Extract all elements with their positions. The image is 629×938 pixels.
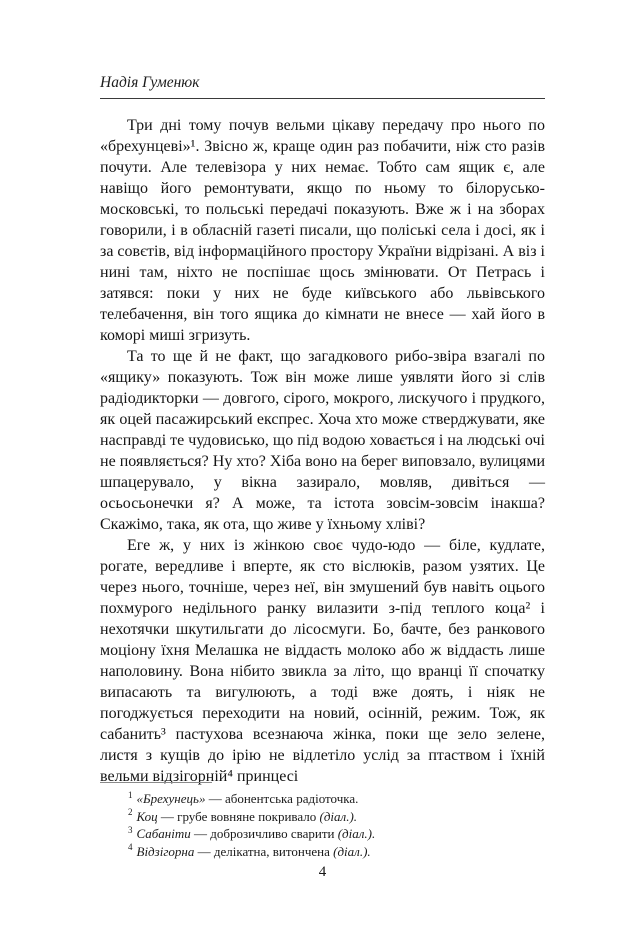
header-rule	[100, 98, 545, 99]
paragraph-3: Еге ж, у них із жінкою своє чудо-юдо — біле, кудлате, рогате, вередливе і вперте, як сто віслюків, разом узятих. Це через нього, точніше, через неї, він змушений був навіть оцього похмурого недільного ранку вилазити з-під теплого коца² і нехотячки шкутильгати до лісосмуги. Бо, бачте, без ранкового моціону їхня Мелашка не віддасть молоко або ж віддасть лише наполовину. Вона нібито звикла за літо, що вранці її спочатку випасають та вигулюють, а тоді вже доять, і ніяк не погоджується переходити на новий, осінній, режим. Тож, як сабанить³ пастухова всезнаюча жінка, поки ще зело зелене, листя з кущів до ірію не відлетіло услід за птаством і їхній вельми відзігорній⁴ принцесі	[100, 537, 545, 785]
paragraph-1: Три дні тому почув вельми цікаву передачу про нього по «брехунцеві»¹. Звісно ж, краще один раз побачити, ніж сто разів почути. Але телевізора у них немає. Тобто сам ящик є, але навіщо його ремонтувати, якщо по ньому то білорусько-московські, то польські передачі показують. Вже ж і на зборах говорили, і в обласній газеті писали, що поліські села і досі, як і за совєтів, від інформаційного простору України відрізані. А віз і нині там, ніхто не поспішає щось змінювати. От Петрась і затявся: поки у них не буде київського або львівського телебачення, він того ящика до кімнати не внесе — хай його в коморі миші згризуть.	[100, 117, 545, 344]
footnote-3-dial: (діал.).	[337, 826, 376, 841]
footnote-4-term: Відзігорна	[136, 843, 195, 859]
footnote-3	[100, 825, 545, 843]
footnote-4-text: — делікатна, витончена	[194, 843, 334, 859]
footnote-2	[100, 808, 545, 826]
footnote-3-term: Сабаніти	[136, 826, 191, 841]
page-number: 4	[318, 864, 327, 880]
footnote-1-text: — абонентська радіоточка.	[205, 791, 359, 806]
footnote-2-marker: 2	[128, 807, 133, 818]
footnote-1	[100, 790, 545, 808]
body-text	[100, 115, 545, 787]
footnote-separator-rule	[100, 782, 212, 783]
paragraph-2: Та то ще й не факт, що загадкового рибо-звіра взагалі по «ящику» показують. Тож він може лише уявляти його зі слів радіодикторки — довгого, сірого, мокрого, лискучого і прудкого, як оцей пасажирський експрес. Хоча хто може стверджувати, яке насправді те чудовисько, що під водою ховається і на людські очі не появляється? Ну хто? Хіба воно на берег виповзало, вулицями шпацерувало, у вікна зазирало, мовляв, дивіться — осьосьонечки я? А може, та істота зовсім-зовсім інакша? Скажімо, така, як ота, що живе у їхньому хліві?	[100, 348, 545, 533]
footnote-4-marker: 4	[128, 842, 133, 853]
footnote-4-dial: (діал.).	[333, 843, 371, 859]
author-name: Надія Гуменюк	[100, 74, 200, 91]
footnote-1-marker: 1	[128, 789, 133, 800]
footnote-1-term: «Брехунець»	[136, 791, 206, 806]
footnotes-section	[100, 782, 545, 860]
footnote-2-dial: (діал.).	[319, 808, 358, 824]
footnote-3-marker: 3	[128, 824, 133, 835]
footnote-2-text: — грубе вовняне покривало	[157, 808, 320, 824]
footnote-2-term: Коц	[136, 808, 158, 824]
footnote-4	[100, 843, 545, 861]
running-head	[100, 74, 545, 99]
footnote-3-text: — доброзичливо сварити	[190, 826, 338, 841]
